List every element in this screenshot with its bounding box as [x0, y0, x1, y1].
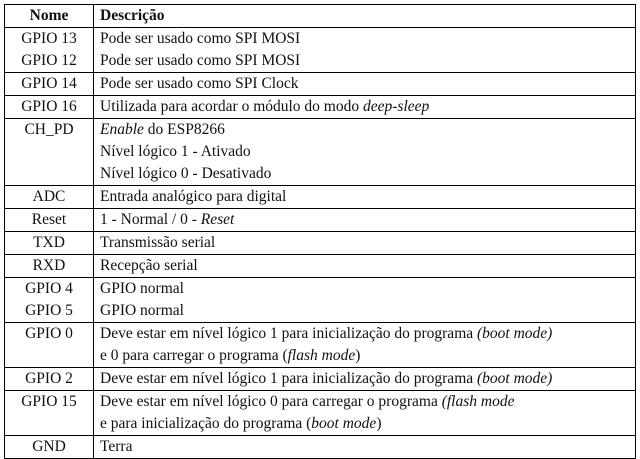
table-row — [5, 50, 636, 73]
italic-term: boot mode — [311, 415, 377, 432]
description-text: Pode ser usado como SPI Clock — [100, 75, 299, 92]
italic-term: (boot mode) — [477, 370, 553, 387]
table-row — [5, 73, 636, 96]
description-text: 1 - Normal / 0 - — [100, 211, 201, 228]
description-line — [100, 323, 629, 345]
pin-name: RXD — [5, 255, 94, 278]
description-text: Entrada analógico para digital — [100, 188, 287, 205]
pin-description — [94, 368, 636, 391]
pin-description — [94, 96, 636, 119]
header-description: Descrição — [94, 5, 636, 28]
table-row — [5, 255, 636, 278]
pin-description — [94, 391, 636, 436]
description-text: Utilizada para acordar o módulo do modo — [100, 98, 363, 115]
description-text: GPIO normal — [100, 280, 184, 297]
italic-term: Reset — [200, 211, 235, 228]
description-line — [100, 96, 629, 118]
description-line — [100, 278, 629, 300]
pin-name: TXD — [5, 232, 94, 255]
description-text: Nível lógico 1 - Ativado — [100, 143, 251, 160]
description-line — [100, 232, 629, 254]
description-text: Transmissão serial — [100, 234, 216, 251]
description-text: ) — [355, 347, 361, 364]
description-text: Recepção serial — [100, 257, 198, 274]
description-line — [100, 186, 629, 208]
pin-name: GPIO 0 — [5, 323, 94, 368]
description-line — [100, 73, 629, 95]
description-line — [100, 391, 629, 413]
description-text: GPIO normal — [100, 302, 184, 319]
pin-description — [94, 50, 636, 73]
table-row — [5, 436, 636, 459]
description-text: ) — [376, 415, 382, 432]
pin-name: CH_PD — [5, 119, 94, 186]
pin-name: GPIO 2 — [5, 368, 94, 391]
table-row — [5, 28, 636, 51]
pin-description — [94, 28, 636, 51]
pin-description — [94, 119, 636, 186]
description-line — [100, 50, 629, 72]
description-text: Deve estar em nível lógico 1 para inicialização do programa — [100, 370, 478, 387]
description-line — [100, 413, 629, 435]
pin-description — [94, 323, 636, 368]
table-row — [5, 300, 636, 323]
description-text: Pode ser usado como SPI MOSI — [100, 30, 301, 47]
table-row — [5, 119, 636, 186]
pin-name: Reset — [5, 209, 94, 232]
pin-name: GPIO 5 — [5, 300, 94, 323]
table-row — [5, 368, 636, 391]
italic-term: (flash mode — [441, 393, 515, 410]
table-row — [5, 232, 636, 255]
header-name: Nome — [5, 5, 94, 28]
description-text: e 0 para carregar o programa ( — [100, 347, 288, 364]
table-row — [5, 391, 636, 436]
pin-description — [94, 255, 636, 278]
description-line — [100, 345, 629, 367]
pin-description — [94, 300, 636, 323]
table-row — [5, 278, 636, 301]
table-row — [5, 186, 636, 209]
italic-term: Enable — [100, 121, 144, 138]
table-row — [5, 323, 636, 368]
pin-name: GPIO 12 — [5, 50, 94, 73]
pin-name: ADC — [5, 186, 94, 209]
pin-name: GPIO 16 — [5, 96, 94, 119]
description-text: Nível lógico 0 - Desativado — [100, 165, 272, 182]
table-header-row — [5, 5, 636, 28]
italic-term: flash mode — [287, 347, 356, 364]
italic-term: (boot mode) — [477, 325, 553, 342]
description-text: do ESP8266 — [143, 121, 225, 138]
pin-description — [94, 186, 636, 209]
pin-description-table — [4, 4, 636, 459]
description-text: Deve estar em nível lógico 0 para carregar o programa — [100, 393, 442, 410]
pin-name: GPIO 15 — [5, 391, 94, 436]
pin-name: GPIO 13 — [5, 28, 94, 51]
description-line — [100, 119, 629, 141]
pin-name: GPIO 14 — [5, 73, 94, 96]
pin-description — [94, 232, 636, 255]
pin-description — [94, 73, 636, 96]
description-line — [100, 141, 629, 163]
description-line — [100, 163, 629, 185]
description-line — [100, 300, 629, 322]
pin-name: GND — [5, 436, 94, 459]
table-row — [5, 209, 636, 232]
description-line — [100, 255, 629, 277]
pin-description — [94, 209, 636, 232]
pin-name: GPIO 4 — [5, 278, 94, 301]
italic-term: deep-sleep — [363, 98, 430, 115]
description-line — [100, 209, 629, 231]
description-text: e para inicialização do programa ( — [100, 415, 312, 432]
table-body — [5, 28, 636, 459]
description-text: Terra — [100, 438, 133, 455]
description-line — [100, 28, 629, 50]
table-row — [5, 96, 636, 119]
pin-description — [94, 278, 636, 301]
description-line — [100, 368, 629, 390]
pin-description — [94, 436, 636, 459]
description-text: Deve estar em nível lógico 1 para inicialização do programa — [100, 325, 478, 342]
description-text: Pode ser usado como SPI MOSI — [100, 52, 301, 69]
